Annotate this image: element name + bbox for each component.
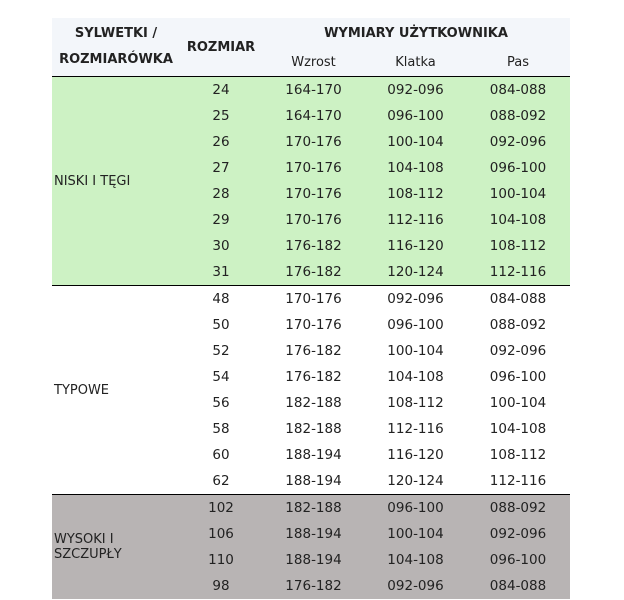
size-cell: 60 [180, 442, 262, 468]
size-cell: 30 [180, 233, 262, 259]
waist-cell: 096-100 [466, 547, 570, 573]
size-cell: 54 [180, 364, 262, 390]
waist-cell: 100-104 [466, 390, 570, 416]
size-cell: 25 [180, 103, 262, 129]
height-cell: 170-176 [262, 155, 365, 181]
height-cell: 188-194 [262, 442, 365, 468]
waist-cell: 084-088 [466, 573, 570, 599]
size-cell: 56 [180, 390, 262, 416]
waist-cell: 092-096 [466, 521, 570, 547]
waist-cell: 088-092 [466, 312, 570, 338]
waist-cell: 096-100 [466, 155, 570, 181]
waist-cell: 084-088 [466, 77, 570, 104]
waist-cell: 112-116 [466, 468, 570, 495]
group-typowe [52, 286, 570, 495]
table-row [52, 286, 570, 313]
header-height: Wzrost [262, 48, 365, 77]
header-size: ROZMIAR [180, 18, 262, 77]
height-cell: 176-182 [262, 259, 365, 286]
size-cell: 106 [180, 521, 262, 547]
height-cell: 182-188 [262, 495, 365, 522]
size-cell: 28 [180, 181, 262, 207]
chest-cell: 092-096 [365, 573, 466, 599]
height-cell: 170-176 [262, 312, 365, 338]
height-cell: 188-194 [262, 468, 365, 495]
table-row [52, 77, 570, 104]
size-cell: 102 [180, 495, 262, 522]
height-cell: 176-182 [262, 338, 365, 364]
chest-cell: 100-104 [365, 129, 466, 155]
size-cell: 26 [180, 129, 262, 155]
waist-cell: 112-116 [466, 259, 570, 286]
silhouette-label: TYPOWE [52, 286, 180, 495]
waist-cell: 084-088 [466, 286, 570, 313]
size-cell: 29 [180, 207, 262, 233]
chest-cell: 112-116 [365, 207, 466, 233]
table-row [52, 495, 570, 522]
chest-cell: 116-120 [365, 442, 466, 468]
size-cell: 58 [180, 416, 262, 442]
height-cell: 188-194 [262, 521, 365, 547]
size-cell: 62 [180, 468, 262, 495]
header-silhouettes [52, 18, 180, 77]
waist-cell: 088-092 [466, 495, 570, 522]
size-cell: 31 [180, 259, 262, 286]
header-silhouettes-line2: ROZMIARÓWKA [59, 52, 173, 67]
waist-cell: 100-104 [466, 181, 570, 207]
header-chest: Klatka [365, 48, 466, 77]
header-waist: Pas [466, 48, 570, 77]
size-cell: 110 [180, 547, 262, 573]
chest-cell: 104-108 [365, 155, 466, 181]
chest-cell: 092-096 [365, 77, 466, 104]
size-cell: 50 [180, 312, 262, 338]
height-cell: 176-182 [262, 364, 365, 390]
waist-cell: 092-096 [466, 129, 570, 155]
size-cell: 52 [180, 338, 262, 364]
group-niski-i-tegi [52, 77, 570, 286]
waist-cell: 096-100 [466, 364, 570, 390]
waist-cell: 088-092 [466, 103, 570, 129]
chest-cell: 120-124 [365, 259, 466, 286]
header-measurements: WYMIARY UŻYTKOWNIKA [262, 18, 570, 48]
waist-cell: 104-108 [466, 416, 570, 442]
chest-cell: 096-100 [365, 312, 466, 338]
chest-cell: 104-108 [365, 547, 466, 573]
group-wysoki-i-szczuply [52, 495, 570, 600]
height-cell: 188-194 [262, 547, 365, 573]
silhouette-label: NISKI I TĘGI [52, 77, 180, 286]
height-cell: 170-176 [262, 207, 365, 233]
height-cell: 164-170 [262, 103, 365, 129]
size-cell: 24 [180, 77, 262, 104]
chest-cell: 100-104 [365, 521, 466, 547]
chest-cell: 096-100 [365, 103, 466, 129]
waist-cell: 104-108 [466, 207, 570, 233]
waist-cell: 108-112 [466, 442, 570, 468]
chest-cell: 092-096 [365, 286, 466, 313]
chest-cell: 116-120 [365, 233, 466, 259]
waist-cell: 092-096 [466, 338, 570, 364]
size-cell: 48 [180, 286, 262, 313]
chest-cell: 120-124 [365, 468, 466, 495]
chest-cell: 112-116 [365, 416, 466, 442]
chest-cell: 096-100 [365, 495, 466, 522]
size-cell: 98 [180, 573, 262, 599]
height-cell: 182-188 [262, 416, 365, 442]
size-chart [52, 18, 570, 599]
waist-cell: 108-112 [466, 233, 570, 259]
header-silhouettes-line1: SYLWETKI / [74, 26, 158, 41]
chest-cell: 104-108 [365, 364, 466, 390]
height-cell: 176-182 [262, 573, 365, 599]
height-cell: 164-170 [262, 77, 365, 104]
chest-cell: 100-104 [365, 338, 466, 364]
chest-cell: 108-112 [365, 390, 466, 416]
size-cell: 27 [180, 155, 262, 181]
table-header [52, 18, 570, 77]
chest-cell: 108-112 [365, 181, 466, 207]
height-cell: 170-176 [262, 181, 365, 207]
height-cell: 176-182 [262, 233, 365, 259]
height-cell: 170-176 [262, 129, 365, 155]
silhouette-label: WYSOKI I SZCZUPŁY [52, 495, 180, 600]
height-cell: 182-188 [262, 390, 365, 416]
size-table [52, 18, 570, 599]
height-cell: 170-176 [262, 286, 365, 313]
